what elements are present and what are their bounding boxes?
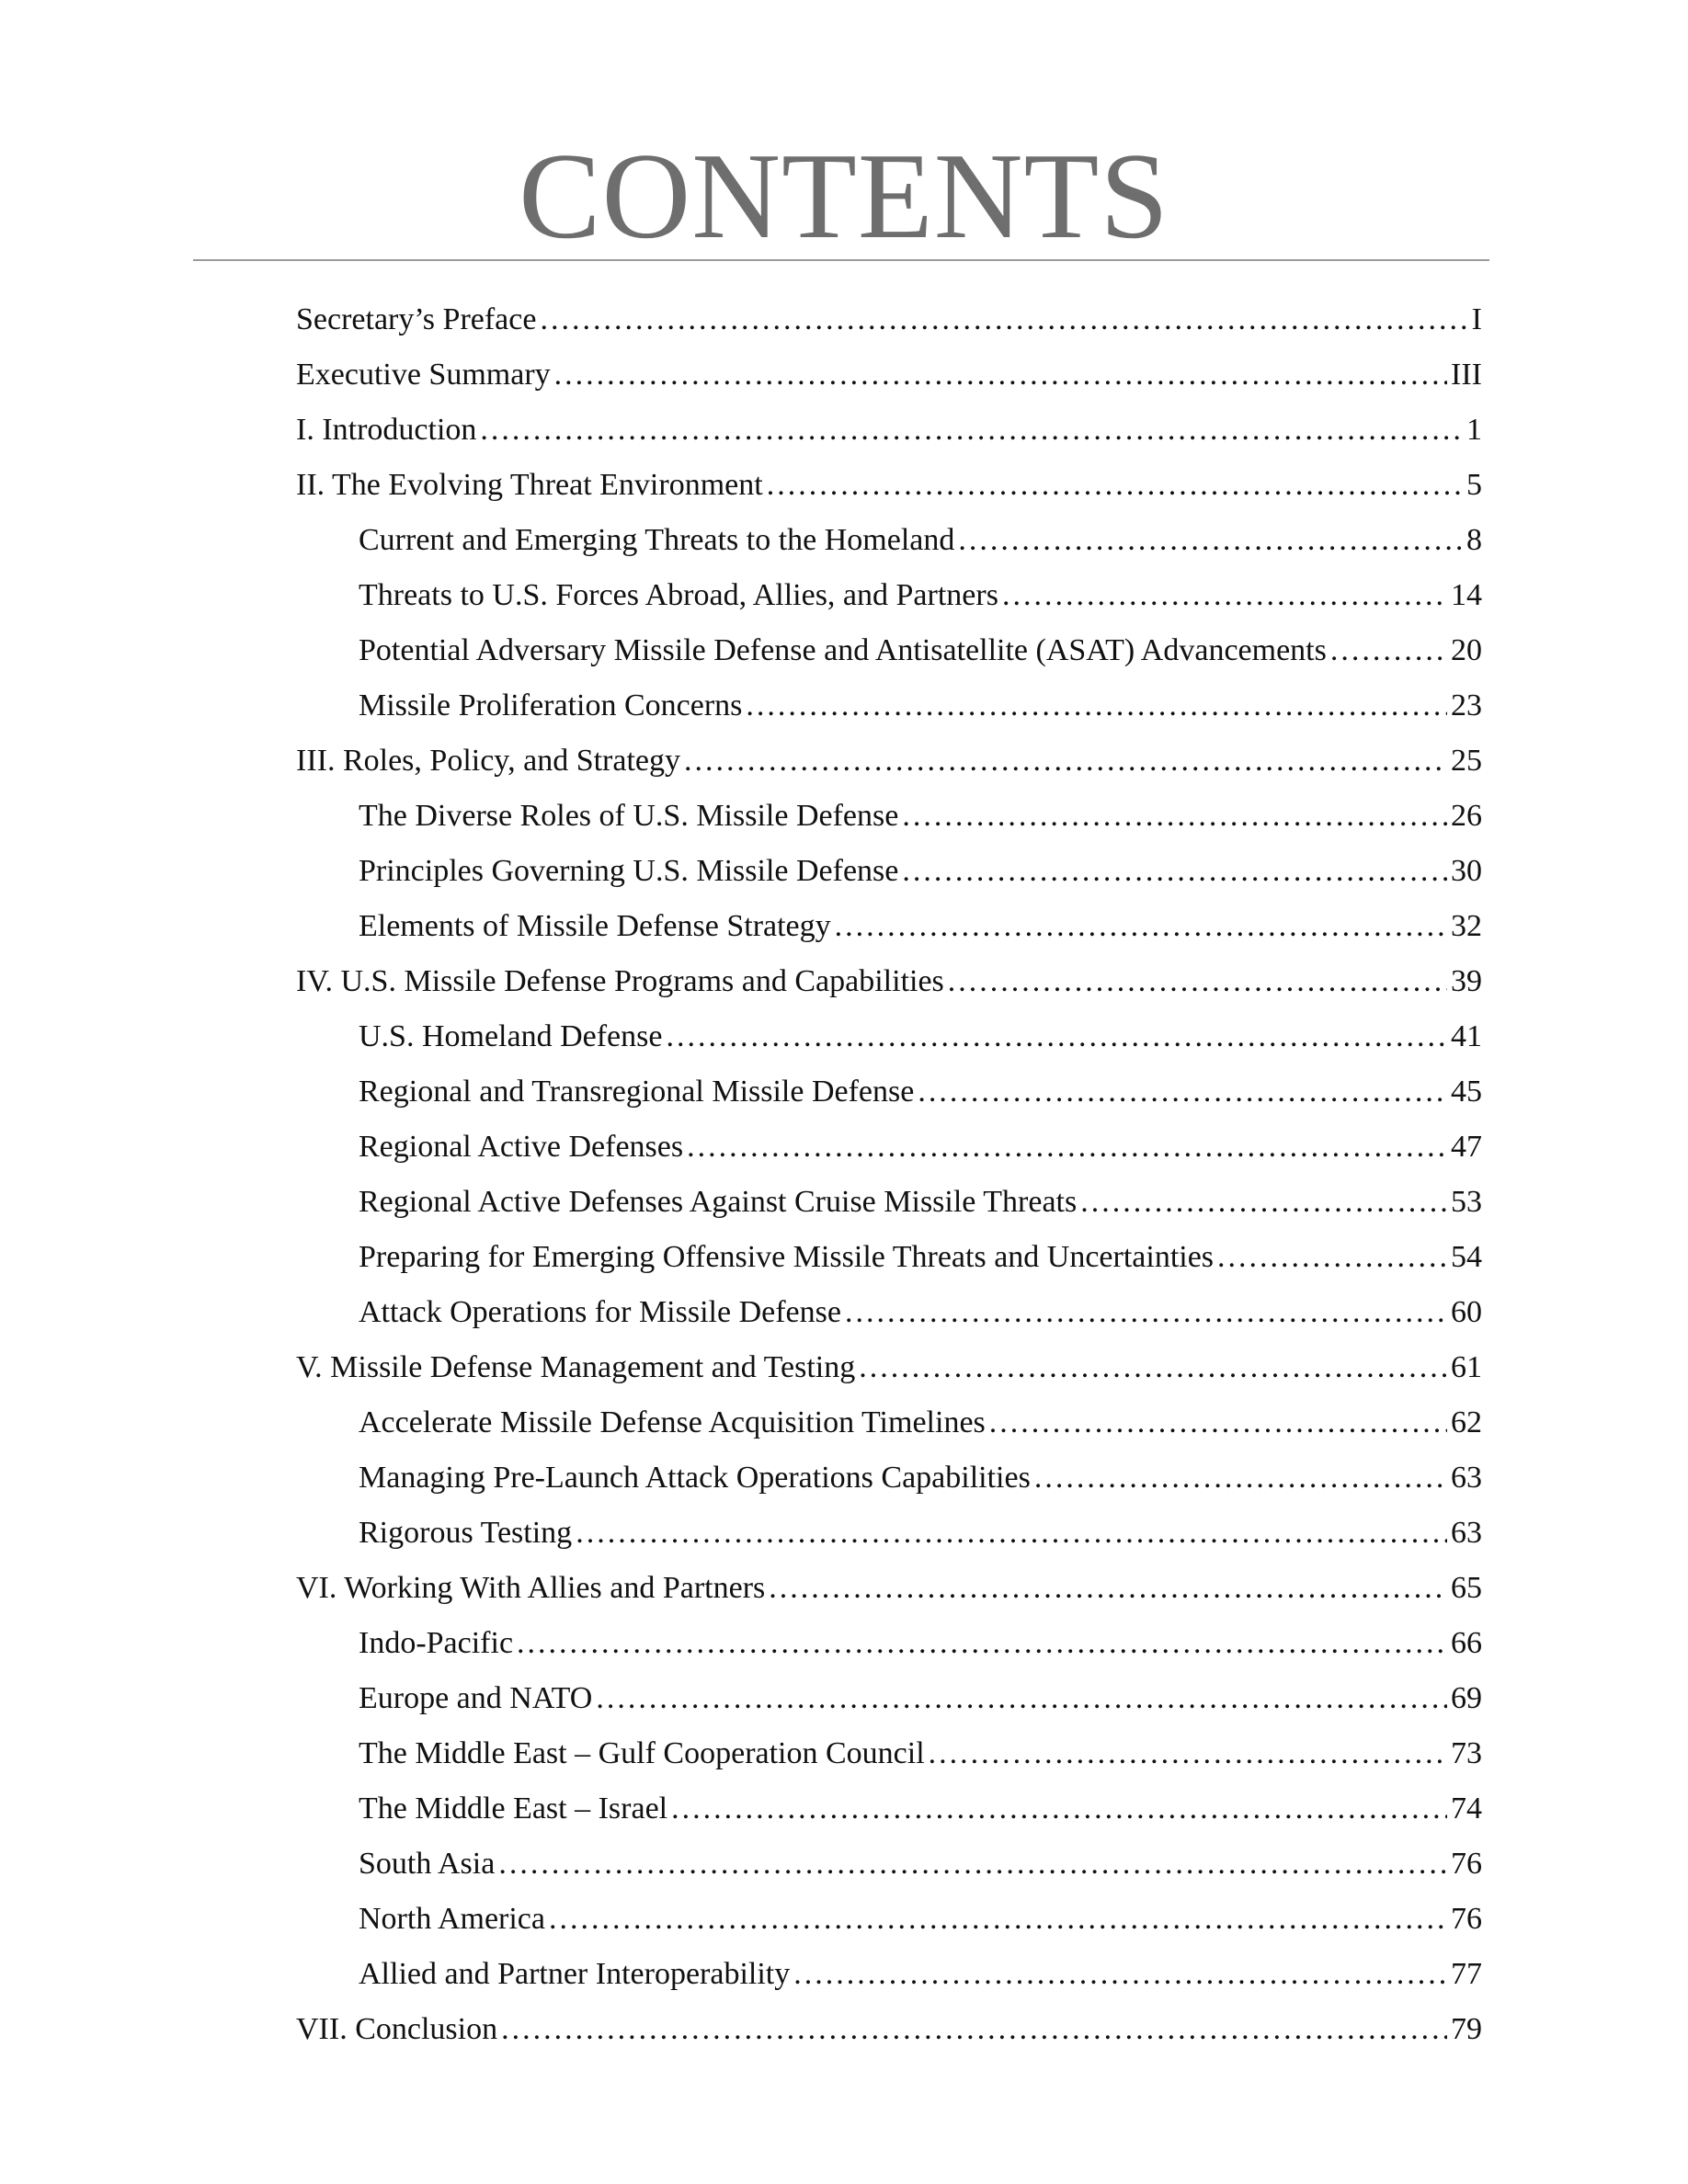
dot-leader xyxy=(767,458,1463,513)
dot-leader xyxy=(684,734,1447,789)
toc-entry-page-number: 23 xyxy=(1451,688,1482,722)
toc-entry-label: V. Missile Defense Management and Testing xyxy=(296,1350,856,1384)
toc-entry-page-number: 14 xyxy=(1451,578,1482,612)
dot-leader xyxy=(1034,1450,1447,1506)
toc-entry[interactable] xyxy=(296,1726,1482,1781)
toc-entry-page-number: 32 xyxy=(1451,909,1482,943)
dot-leader xyxy=(666,1009,1447,1064)
dot-leader xyxy=(958,513,1463,568)
toc-entry[interactable] xyxy=(296,899,1482,954)
toc-entry-page-number: 73 xyxy=(1451,1736,1482,1770)
toc-entry-page-number: 20 xyxy=(1451,633,1482,667)
toc-entry-label: Allied and Partner Interoperability xyxy=(359,1957,791,1991)
toc-entry[interactable] xyxy=(296,844,1482,899)
toc-entry[interactable] xyxy=(296,1340,1482,1395)
toc-entry[interactable] xyxy=(296,1616,1482,1671)
toc-entry-label: Regional Active Defenses xyxy=(359,1130,684,1164)
toc-entry-label: South Asia xyxy=(359,1847,496,1881)
toc-entry[interactable] xyxy=(296,1561,1482,1616)
toc-entry-label: Elements of Missile Defense Strategy xyxy=(359,909,831,943)
dot-leader xyxy=(902,844,1447,899)
toc-entry-page-number: 53 xyxy=(1451,1185,1482,1219)
toc-entry-page-number: 76 xyxy=(1451,1902,1482,1936)
toc-entry[interactable] xyxy=(296,1230,1482,1285)
toc-entry-label: II. The Evolving Threat Environment xyxy=(296,468,763,502)
toc-entry[interactable] xyxy=(296,1175,1482,1230)
toc-entry-page-number: 54 xyxy=(1451,1240,1482,1274)
dot-leader xyxy=(929,1726,1447,1781)
dot-leader xyxy=(793,1947,1447,2002)
toc-entry-page-number: 77 xyxy=(1451,1957,1482,1991)
toc-entry[interactable] xyxy=(296,1837,1482,1892)
toc-entry-label: Europe and NATO xyxy=(359,1681,593,1715)
toc-entry-page-number: 63 xyxy=(1451,1516,1482,1550)
toc-entry-page-number: 5 xyxy=(1466,468,1482,502)
toc-entry-label: Regional and Transregional Missile Defense xyxy=(359,1075,915,1109)
toc-entry[interactable] xyxy=(296,513,1482,568)
toc-entry-page-number: 26 xyxy=(1451,799,1482,833)
toc-entry-label: Potential Adversary Missile Defense and Antisatellite (ASAT) Advancements xyxy=(359,633,1327,667)
toc-entry[interactable] xyxy=(296,347,1482,403)
dot-leader xyxy=(989,1395,1447,1450)
toc-entry[interactable] xyxy=(296,568,1482,623)
toc-entry[interactable] xyxy=(296,1120,1482,1175)
toc-entry[interactable] xyxy=(296,1781,1482,1837)
toc-entry-page-number: 25 xyxy=(1451,744,1482,778)
toc-entry-label: Executive Summary xyxy=(296,358,551,392)
toc-entry[interactable] xyxy=(296,1506,1482,1561)
toc-entry-page-number: 62 xyxy=(1451,1405,1482,1439)
toc-entry-label: Secretary’s Preface xyxy=(296,302,537,336)
title-divider xyxy=(193,259,1489,261)
toc-entry-label: III. Roles, Policy, and Strategy xyxy=(296,744,680,778)
toc-entry[interactable] xyxy=(296,403,1482,458)
dot-leader xyxy=(517,1616,1447,1671)
toc-entry[interactable] xyxy=(296,1395,1482,1450)
toc-entry-page-number: 69 xyxy=(1451,1681,1482,1715)
toc-entry[interactable] xyxy=(296,292,1482,347)
toc-entry-label: Principles Governing U.S. Missile Defense xyxy=(359,854,899,888)
toc-entry-label: The Middle East – Gulf Cooperation Council xyxy=(359,1736,925,1770)
toc-entry-label: U.S. Homeland Defense xyxy=(359,1019,663,1053)
toc-entry-label: IV. U.S. Missile Defense Programs and Capabilities xyxy=(296,964,944,998)
toc-entry-page-number: 30 xyxy=(1451,854,1482,888)
toc-entry-page-number: 76 xyxy=(1451,1847,1482,1881)
toc-entry-label: Indo-Pacific xyxy=(359,1626,514,1660)
toc-entry-page-number: 79 xyxy=(1451,2012,1482,2046)
toc-entry-page-number: III xyxy=(1451,358,1482,392)
toc-entry[interactable] xyxy=(296,1450,1482,1506)
dot-leader xyxy=(769,1561,1447,1616)
toc-entry[interactable] xyxy=(296,1947,1482,2002)
toc-entry-label: Preparing for Emerging Offensive Missile Threats and Uncertainties xyxy=(359,1240,1215,1274)
toc-entry[interactable] xyxy=(296,1892,1482,1947)
toc-entry-label: Threats to U.S. Forces Abroad, Allies, and Partners xyxy=(359,578,998,612)
dot-leader xyxy=(859,1340,1447,1395)
toc-entry-page-number: 41 xyxy=(1451,1019,1482,1053)
toc-entry-label: Accelerate Missile Defense Acquisition Timelines xyxy=(359,1405,986,1439)
dot-leader xyxy=(687,1120,1447,1175)
toc-entry[interactable] xyxy=(296,1285,1482,1340)
dot-leader xyxy=(746,678,1447,734)
dot-leader xyxy=(498,1837,1447,1892)
dot-leader xyxy=(902,789,1447,844)
dot-leader xyxy=(845,1285,1447,1340)
toc-entry-page-number: 65 xyxy=(1451,1571,1482,1605)
dot-leader xyxy=(671,1781,1447,1837)
toc-entry-label: The Middle East – Israel xyxy=(359,1792,668,1826)
dot-leader xyxy=(918,1064,1447,1120)
dot-leader xyxy=(554,347,1447,403)
dot-leader xyxy=(948,954,1447,1009)
toc-entry-label: The Diverse Roles of U.S. Missile Defense xyxy=(359,799,899,833)
toc-entry-page-number: 63 xyxy=(1451,1461,1482,1495)
dot-leader xyxy=(576,1506,1447,1561)
toc-entry-page-number: 1 xyxy=(1466,413,1482,447)
dot-leader xyxy=(480,403,1463,458)
toc-entry-label: Rigorous Testing xyxy=(359,1516,573,1550)
toc-entry-label: Attack Operations for Missile Defense xyxy=(359,1295,841,1329)
dot-leader xyxy=(596,1671,1447,1726)
toc-entry-page-number: 61 xyxy=(1451,1350,1482,1384)
table-of-contents xyxy=(296,292,1482,2057)
toc-entry[interactable] xyxy=(296,734,1482,789)
toc-entry[interactable] xyxy=(296,678,1482,734)
toc-entry-label: VII. Conclusion xyxy=(296,2012,498,2046)
toc-entry[interactable] xyxy=(296,623,1482,678)
dot-leader xyxy=(501,2002,1447,2057)
page-title: CONTENTS xyxy=(519,128,1169,264)
toc-entry-label: I. Introduction xyxy=(296,413,477,447)
toc-entry-label: Managing Pre-Launch Attack Operations Capabilities xyxy=(359,1461,1031,1495)
toc-entry-label: North America xyxy=(359,1902,545,1936)
toc-entry-label: VI. Working With Allies and Partners xyxy=(296,1571,766,1605)
dot-leader xyxy=(540,292,1467,347)
toc-entry[interactable] xyxy=(296,458,1482,513)
toc-entry-page-number: 66 xyxy=(1451,1626,1482,1660)
toc-entry-page-number: 45 xyxy=(1451,1075,1482,1109)
dot-leader xyxy=(549,1892,1447,1947)
toc-entry-page-number: 74 xyxy=(1451,1792,1482,1826)
toc-entry-label: Current and Emerging Threats to the Homeland xyxy=(359,523,955,557)
dot-leader xyxy=(1002,568,1447,623)
dot-leader xyxy=(1080,1175,1447,1230)
toc-entry-page-number: I xyxy=(1471,302,1482,336)
toc-entry[interactable] xyxy=(296,1064,1482,1120)
toc-entry[interactable] xyxy=(296,2002,1482,2057)
toc-entry-page-number: 39 xyxy=(1451,964,1482,998)
dot-leader xyxy=(1217,1230,1447,1285)
toc-entry[interactable] xyxy=(296,789,1482,844)
toc-entry[interactable] xyxy=(296,1009,1482,1064)
dot-leader xyxy=(1330,623,1447,678)
toc-entry-page-number: 47 xyxy=(1451,1130,1482,1164)
toc-entry[interactable] xyxy=(296,954,1482,1009)
toc-entry-label: Missile Proliferation Concerns xyxy=(359,688,743,722)
dot-leader xyxy=(835,899,1447,954)
toc-entry-label: Regional Active Defenses Against Cruise Missile Threats xyxy=(359,1185,1078,1219)
toc-entry[interactable] xyxy=(296,1671,1482,1726)
toc-entry-page-number: 60 xyxy=(1451,1295,1482,1329)
toc-entry-page-number: 8 xyxy=(1466,523,1482,557)
